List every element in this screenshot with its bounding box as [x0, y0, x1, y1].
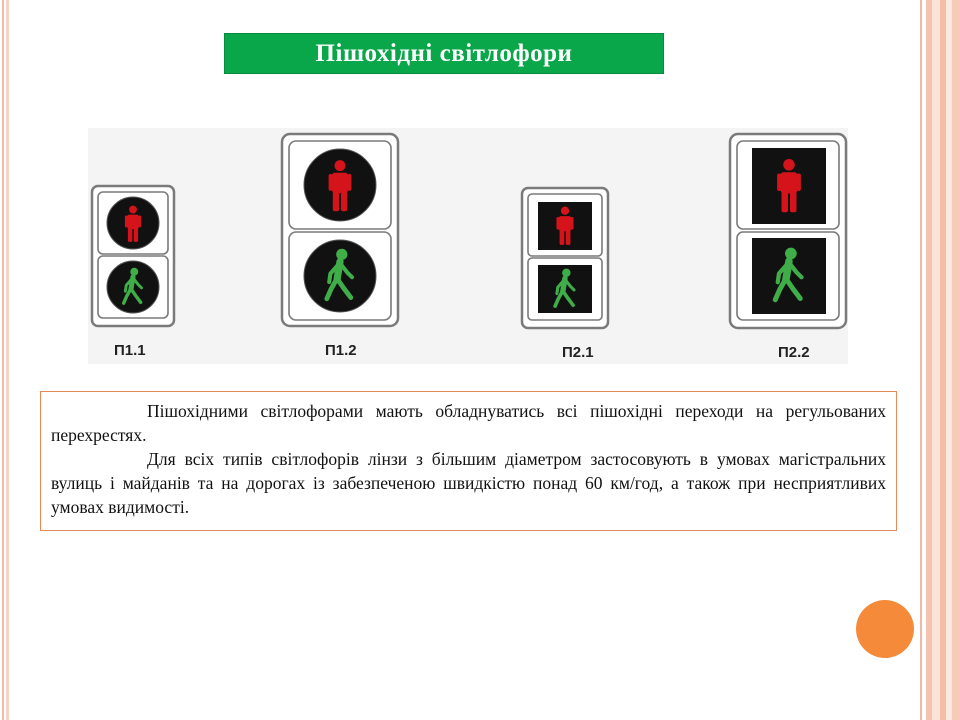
paragraph-2: Для всіх типів світлофорів лінзи з більшим діаметром застосовують в умовах магістральних вулиць і майданів та на дорогах із забезпеченою швидкістю понад 60 км/год, а також при несприятливих умовах видимості. [51, 449, 886, 517]
signal-p2-2 [730, 134, 846, 328]
signal-p1-2 [282, 134, 398, 326]
signal-label: П1.1 [114, 342, 146, 359]
description-text-box [40, 391, 897, 531]
orange-circle-decoration [856, 600, 914, 658]
slide-title: Пішохідні світлофори [224, 33, 664, 74]
left-border-stripes [0, 0, 9, 720]
traffic-lights-svg [88, 128, 848, 364]
signal-label: П1.2 [325, 342, 357, 359]
right-border-stripes [918, 0, 960, 720]
signal-label: П2.1 [562, 344, 594, 361]
signal-p2-1 [522, 188, 608, 328]
signal-label: П2.2 [778, 344, 810, 361]
paragraph-1: Пішохідними світлофорами мають обладнуватись всі пішохідні переходи на регульованих перехрестях. [51, 401, 886, 445]
traffic-lights-figure [88, 128, 848, 364]
signal-p1-1 [92, 186, 174, 326]
